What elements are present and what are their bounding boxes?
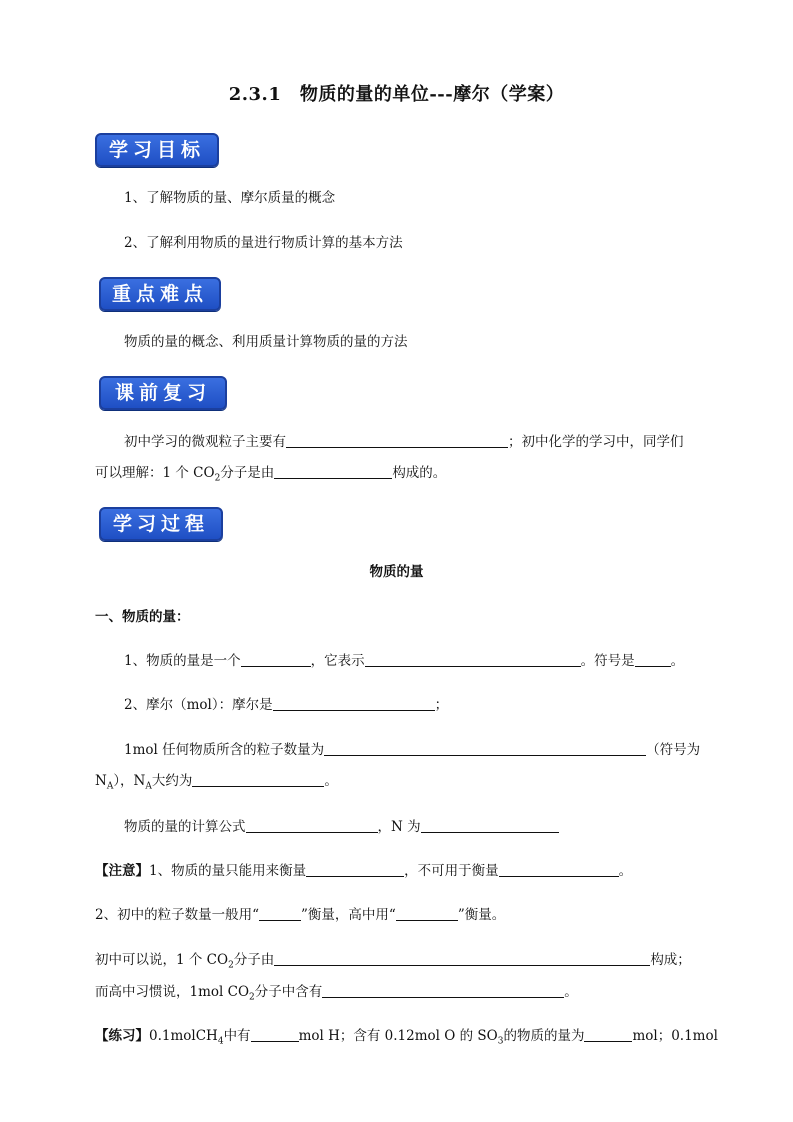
question-3 [124,741,700,759]
question-text: （符号为 [646,742,701,758]
subscript: A [145,781,152,792]
section-badge-goals: 学习目标 [95,133,219,167]
question-formula [124,818,559,836]
note-1 [95,862,632,880]
answer-blank[interactable] [635,652,671,667]
question-text: 。 [670,653,685,669]
answer-blank[interactable] [365,652,581,667]
answer-blank[interactable] [192,772,324,787]
practice-text: 中有 [223,1028,251,1044]
review-line-1 [124,433,684,451]
answer-blank[interactable] [499,862,619,877]
answer-blank[interactable] [324,741,646,756]
answer-blank[interactable] [251,1027,299,1042]
question-text: N [95,773,107,789]
question-1 [124,652,684,670]
subscript: 2 [228,960,234,971]
answer-blank[interactable] [584,1027,632,1042]
answer-blank[interactable] [322,983,564,998]
key-points-text: 物质的量的概念、利用质量计算物质的量的方法 [124,334,408,350]
question-text: 。符号是 [580,653,635,669]
answer-blank[interactable] [306,862,404,877]
review-text: 构成的。 [392,465,447,481]
answer-blank[interactable] [241,652,311,667]
practice-label: 【练习】 [95,1028,149,1044]
review-line-2 [95,464,446,488]
question-text: 大约为 [151,773,193,789]
question-text: 物质的量的计算公式 [124,819,246,835]
question-text: 1、物质的量是一个 [124,653,241,669]
subscript: 3 [497,1036,504,1047]
practice-line [95,1027,718,1051]
page-title: 2.3.1 物质的量的单位---摩尔（学案） [228,84,565,105]
goal-item-1: 1、了解物质的量、摩尔质量的概念 [124,190,336,206]
note-text: ，不可用于衡量 [404,863,499,879]
review-text: ；初中化学的学习中，同学们 [508,434,684,450]
subscript: A [106,781,114,792]
subtitle: 物质的量 [369,564,424,580]
answer-blank[interactable] [421,818,559,833]
question-text: 2、摩尔（mol）：摩尔是 [124,697,273,713]
note-text: ”衡量。 [457,907,506,923]
question-text: ），N [113,773,146,789]
review-text: 可以理解：1 个 CO [95,465,215,481]
note-text: 。 [618,863,633,879]
section-badge-review: 课前复习 [99,376,227,410]
note-text: 初中可以说，1 个 CO [95,952,229,968]
note-text: 分子由 [233,952,275,968]
practice-text: mol H；含有 0.12mol O 的 SO [298,1028,498,1044]
answer-blank[interactable] [286,433,508,448]
note-text: 。 [564,984,578,1000]
answer-blank[interactable] [274,951,650,966]
subscript: 2 [214,473,221,484]
note-text: 分子中含有 [254,984,323,1000]
question-text: ，N 为 [377,819,421,835]
review-text: 初中学习的微观粒子主要有 [124,434,286,450]
question-3-cont [95,772,338,796]
goal-item-2: 2、了解利用物质的量进行物质计算的基本方法 [124,235,403,251]
practice-text: mol；0.1mol [632,1028,718,1044]
note-text: 而高中习惯说，1mol CO [95,984,250,1000]
note-4 [95,983,578,1007]
answer-blank[interactable] [246,818,378,833]
note-label: 【注意】 [95,863,149,879]
section-badge-process: 学习过程 [99,507,223,541]
note-3 [95,951,691,975]
answer-blank[interactable] [396,906,458,921]
practice-text: 的物质的量为 [503,1028,585,1044]
question-text: 1mol 任何物质所含的粒子数量为 [124,742,325,758]
answer-blank[interactable] [273,696,435,711]
answer-blank[interactable] [274,464,392,479]
review-text: 分子是由 [220,465,275,481]
note-text: 1、物质的量只能用来衡量 [149,863,307,879]
answer-blank[interactable] [259,906,301,921]
note-text: ”衡量，高中用“ [301,907,396,923]
section-badge-key-points: 重点难点 [99,277,221,311]
part-heading: 一、物质的量： [95,609,190,625]
question-text: ； [434,697,449,713]
question-2 [124,696,448,714]
subscript: 2 [249,992,255,1003]
practice-text: 0.1molCH [149,1028,218,1044]
note-2 [95,906,505,924]
question-text: ，它表示 [310,653,365,669]
subscript: 4 [217,1036,224,1047]
note-text: 构成； [650,952,691,968]
note-text: 2、初中的粒子数量一般用“ [95,907,259,923]
question-text: 。 [324,773,338,789]
